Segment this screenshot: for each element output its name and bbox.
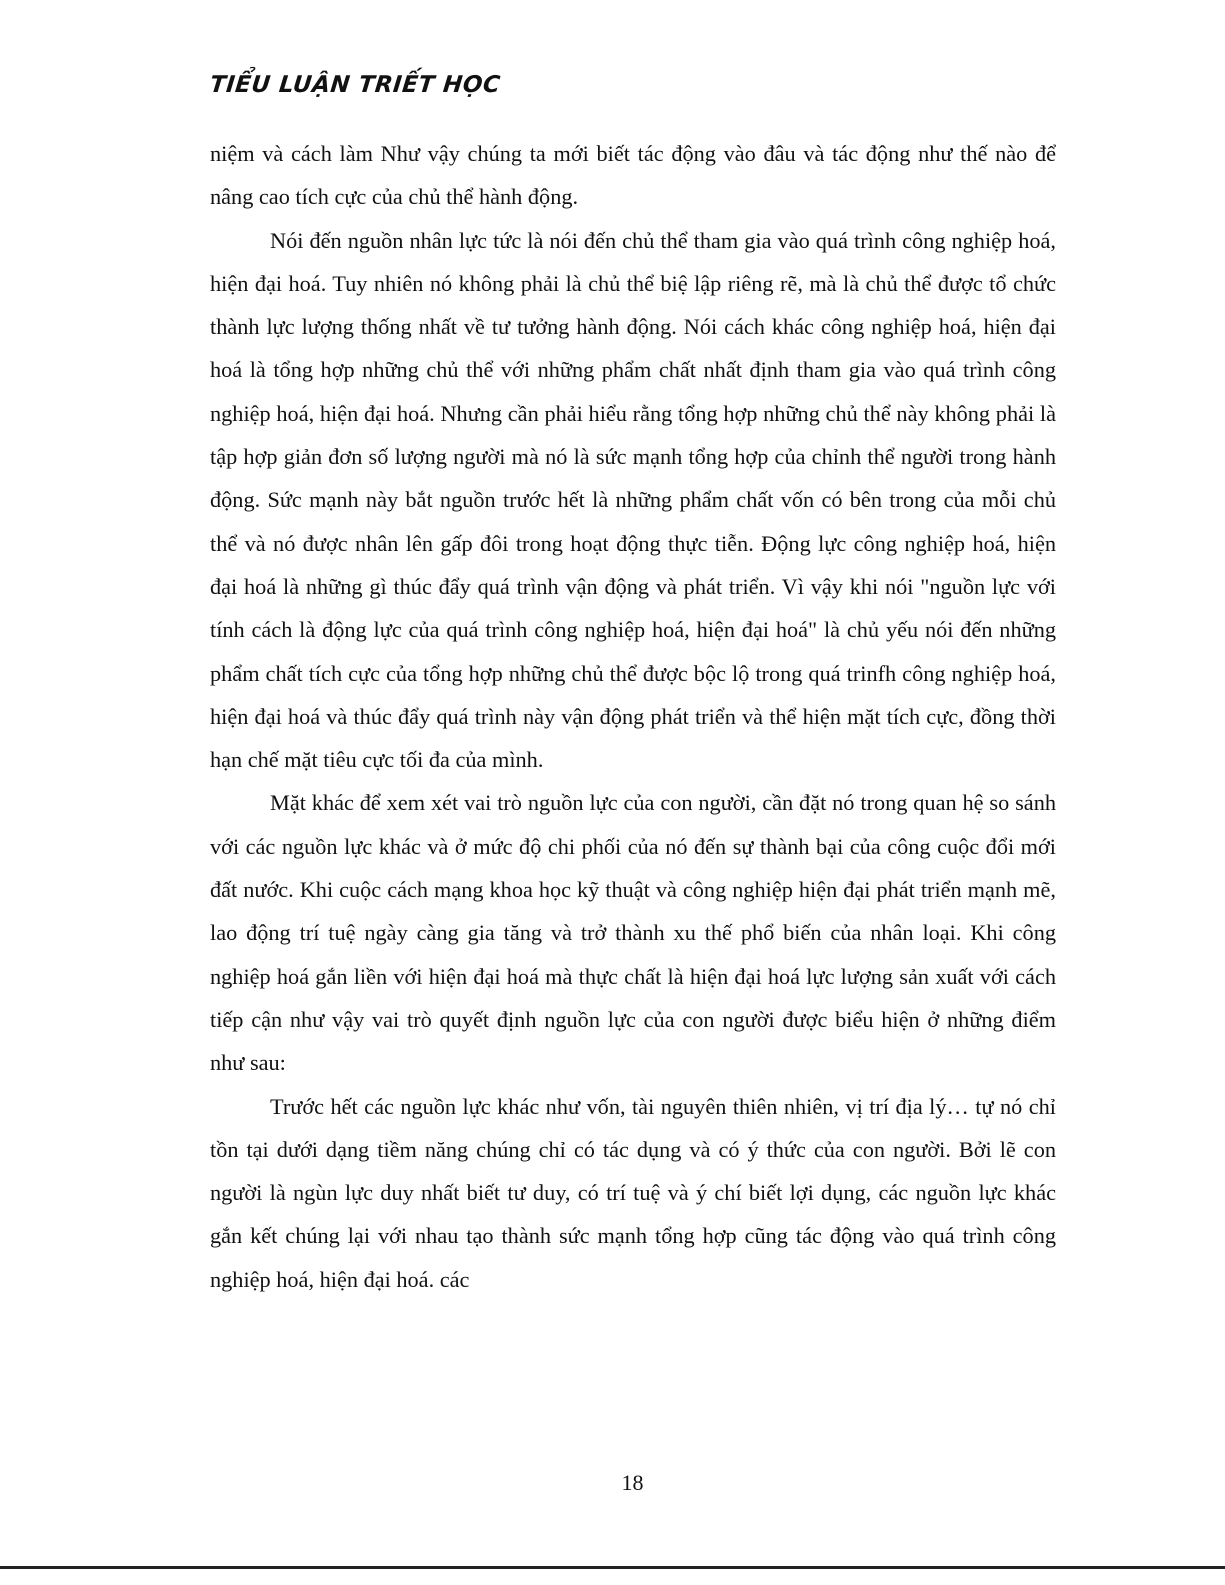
page-number: 18 bbox=[621, 1470, 644, 1495]
page-header-title: TIỂU LUẬN TRIẾT HỌC bbox=[208, 72, 502, 98]
paragraph-first-point: Trước hết các nguồn lực khác như vốn, tài nguyên thiên nhiên, vị trí địa lý… tự nó chỉ tồn tại dưới dạng tiềm năng chúng chỉ có tác dụng và có ý thức của con người. Bởi lẽ con người là ngùn lực duy nhất biết tư duy, có trí tuệ và ý chí biết lợi dụng, các nguồn lực khác gắn kết chúng lại với nhau tạo thành sức mạnh tổng hợp cũng tác động vào quá trình công nghiệp hoá, hiện đại hoá. các bbox=[210, 1093, 1056, 1292]
paragraph-human-resources: Nói đến nguồn nhân lực tức là nói đến chủ thể tham gia vào quá trình công nghiệp hoá, hiện đại hoá. Tuy nhiên nó không phải là chủ thể biệ lập riêng rẽ, mà là chủ thể được tổ chức thành lực lượng thống nhất về tư tưởng hành động. Nói cách khác công nghiệp hoá, hiện đại hoá là tổng hợp những chủ thể với những phẩm chất nhất định tham gia vào quá trình công nghiệp hoá, hiện đại hoá. Nhưng cần phải hiểu rằng tổng hợp những chủ thể này không phải là tập hợp giản đơn số lượng người mà nó là sức mạnh tổng hợp của chỉnh thể người trong hành động. Sức mạnh này bắt nguồn trước hết là những phẩm chất vốn có bên trong của mỗi chủ thể và nó được nhân lên gấp đôi trong hoạt động thực tiễn. Động lực công nghiệp hoá, hiện đại hoá là những gì thúc đẩy quá trình vận động và phát triển. Vì vậy khi nói "nguồn lực với tính cách là động lực của quá trình công nghiệp hoá, hiện đại hoá" là chủ yếu nói đến những phẩm chất tích cực của tổng hợp những chủ thể được bộc lộ trong quá trinfh công nghiệp hoá, hiện đại hoá và thúc đẩy quá trình này vận động phát triển và thể hiện mặt tích cực, đồng thời hạn chế mặt tiêu cực tối đa của mình. bbox=[210, 227, 1056, 773]
paragraph-role-comparison: Mặt khác để xem xét vai trò nguồn lực của con người, cần đặt nó trong quan hệ so sánh với các nguồn lực khác và ở mức độ chi phối của nó đến sự thành bại của công cuộc đổi mới đất nước. Khi cuộc cách mạng khoa học kỹ thuật và công nghiệp hiện đại phát triển mạnh mẽ, lao động trí tuệ ngày càng gia tăng và trở thành xu thế phổ biến của nhân loại. Khi công nghiệp hoá gắn liền với hiện đại hoá mà thực chất là hiện đại hoá lực lượng sản xuất với cách tiếp cận như vậy vai trò quyết định nguồn lực của con người được biểu hiện ở những điểm như sau: bbox=[210, 790, 1056, 1076]
paragraph-continuation: niệm và cách làm Như vậy chúng ta mới biết tác động vào đâu và tác động như thế nào để nâng cao tích cực của chủ thể hành động. bbox=[210, 141, 1056, 210]
body-text bbox=[210, 132, 1056, 1301]
bottom-divider bbox=[0, 1566, 1225, 1569]
